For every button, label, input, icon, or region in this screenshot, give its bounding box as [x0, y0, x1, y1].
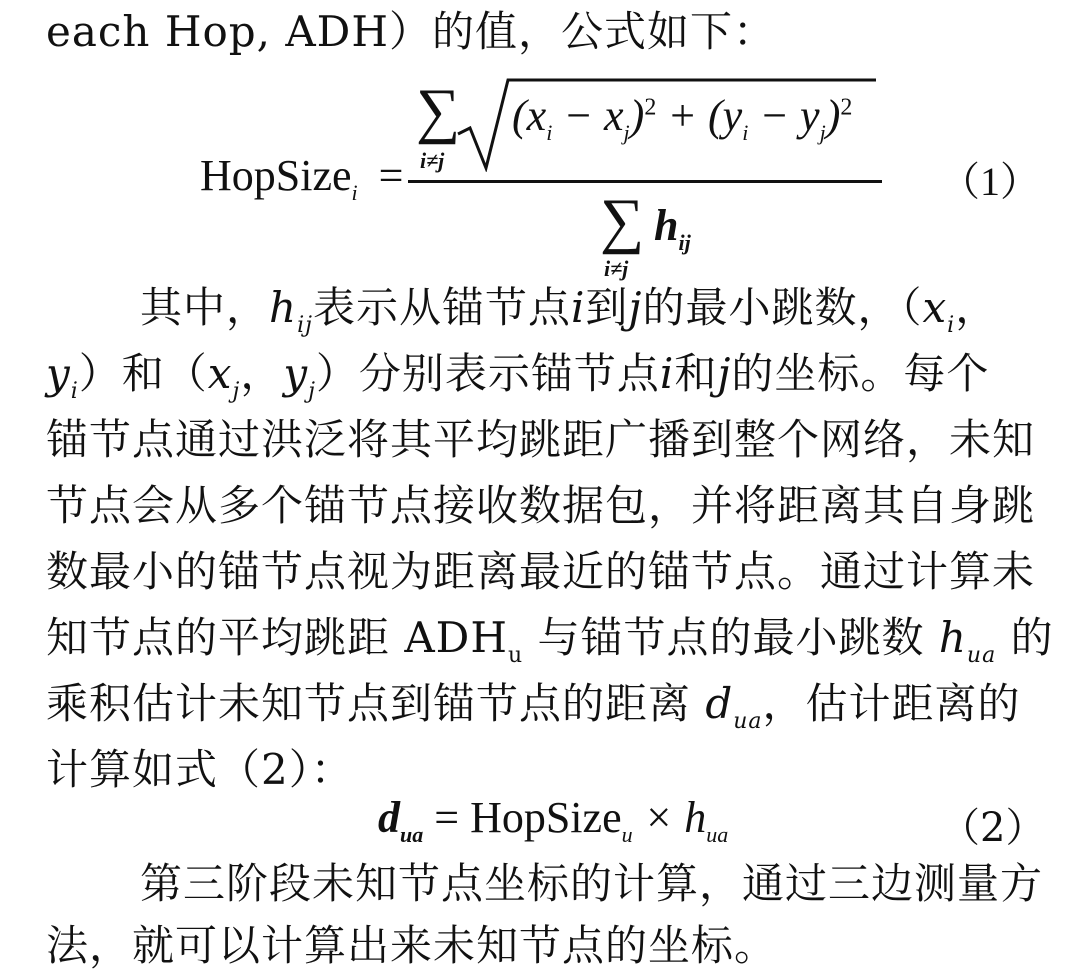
text-line-5: 节点会从多个锚节点接收数据包，并将距离其自身跳 [46, 481, 1036, 530]
text-line-8: 乘积估计未知节点到锚节点的距离 $d_{ua}$，估计距离的 [46, 679, 1021, 734]
text-line-4: 锚节点通过洪泛将其平均跳距广播到整个网络，未知 [46, 415, 1036, 464]
formula-2: $d_{ua}$ = HopSize$_u$ × $h_{ua}$ [378, 793, 729, 847]
denominator-expression: $h_{ij}$ [654, 201, 691, 255]
equation-number-1: （1） [940, 159, 1040, 204]
text-line-9: 计算如式（2）： [46, 745, 354, 794]
sum-symbol-numerator: ∑ [416, 77, 461, 145]
text-line-7: 知节点的平均跳距 $ADH_u$ 与锚节点的最小跳数 $h_{ua}$ 的 [46, 613, 1054, 668]
text-line-6: 数最小的锚节点视为距离最近的锚节点。通过计算未 [46, 547, 1036, 596]
formula-1-lhs: HopSize$_i$ = [200, 151, 404, 205]
numerator-expression: $(x_i - x_j)^2 + (y_i - y_j)^2$ [512, 91, 853, 145]
sum-symbol-denominator: ∑ [600, 187, 645, 255]
fraction-bar [408, 180, 882, 183]
text-line-10: 第三阶段未知节点坐标的计算，通过三边测量方 [140, 859, 1044, 908]
text-line-2: 其中，$h_{ij}$表示从锚节点i到j的最小跳数，（$x_i$， [140, 283, 999, 338]
sum-index-numerator: i≠j [420, 148, 445, 173]
formula-1 [0, 60, 1073, 280]
text-line-3: $y_i$）和（$x_j$，$y_j$）分别表示锚节点i和j的坐标。每个 [46, 349, 990, 404]
text: each Hop, ADH）的值，公式如下： [46, 7, 776, 56]
text-line-11: 法，就可以计算出来未知节点的坐标。 [46, 921, 778, 970]
sum-index-denominator: i≠j [604, 256, 629, 281]
equation-number-2: （2） [940, 805, 1046, 851]
text-line-1 [46, 0, 1056, 64]
